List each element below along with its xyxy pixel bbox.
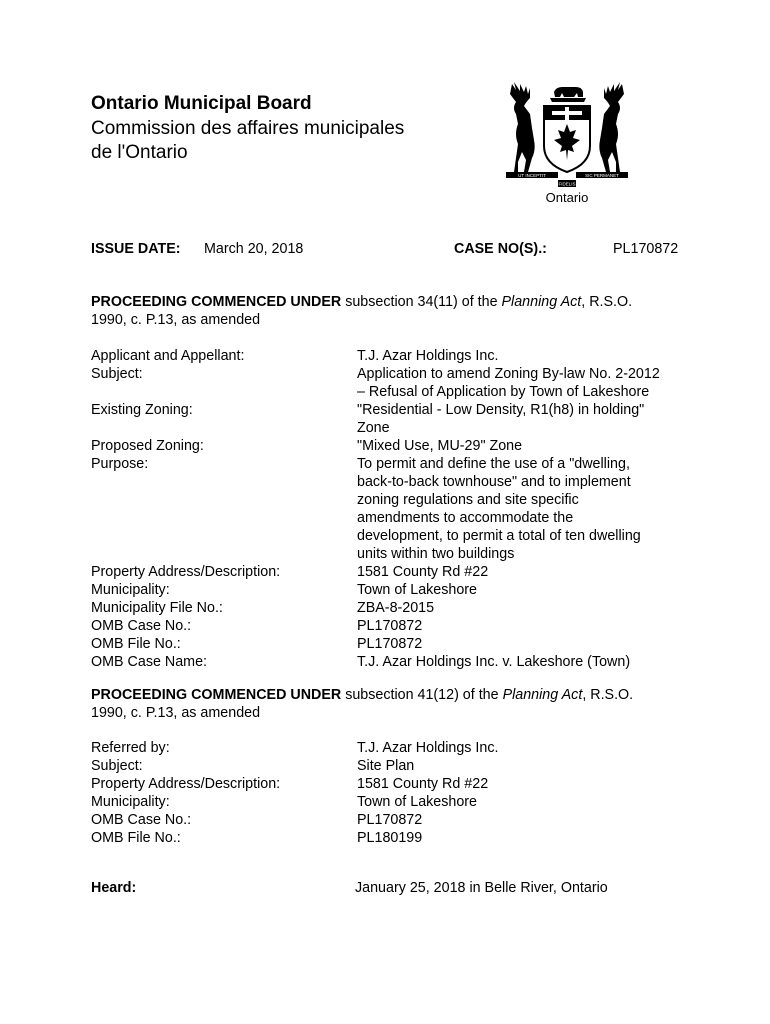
value-municipality-2: Town of Lakeshore: [357, 794, 478, 810]
value-purpose-l2: back-to-back townhouse" and to implement: [357, 474, 631, 490]
value-omb-case-no: PL170872: [357, 618, 423, 634]
heard-label: Heard:: [91, 880, 137, 896]
board-name-fr-line2: de l'Ontario: [91, 142, 188, 163]
label-municipality-2: Municipality:: [91, 794, 170, 810]
proceeding1-heading: [91, 293, 632, 311]
label-proposed-zoning: Proposed Zoning:: [91, 438, 204, 454]
value-purpose-l5: development, to permit a total of ten dwelling: [357, 528, 641, 544]
proceeding2-heading: [91, 686, 633, 704]
proceeding1-values: [357, 347, 660, 671]
proceeding2-heading-bold: PROCEEDING COMMENCED UNDER: [91, 687, 342, 703]
label-omb-file-no-2: OMB File No.:: [91, 830, 181, 846]
label-omb-case-name: OMB Case Name:: [91, 654, 207, 670]
label-existing-zoning: Existing Zoning:: [91, 402, 193, 418]
proceeding1-heading-tail: , R.S.O.: [581, 294, 633, 310]
label-omb-case-no: OMB Case No.:: [91, 618, 192, 634]
value-referred-by: T.J. Azar Holdings Inc.: [357, 740, 499, 756]
value-existing-zoning-l2: Zone: [357, 420, 390, 436]
value-municipality-file: ZBA-8-2015: [357, 600, 435, 616]
value-omb-file-no-2: PL180199: [357, 830, 423, 846]
board-name-en: Ontario Municipal Board: [91, 93, 312, 114]
value-subject-2: Site Plan: [357, 758, 415, 774]
value-property: 1581 County Rd #22: [357, 564, 489, 580]
proceeding1-labels: [91, 347, 280, 671]
ontario-wordmark: Ontario: [545, 190, 589, 205]
label-omb-case-no-2: OMB Case No.:: [91, 812, 192, 828]
value-proposed-zoning: "Mixed Use, MU-29" Zone: [357, 438, 523, 454]
issue-date-label: ISSUE DATE:: [91, 241, 181, 257]
case-no-label: CASE NO(S).:: [454, 241, 547, 257]
value-subject-l2: – Refusal of Application by Town of Lakeshore: [357, 384, 650, 400]
shield-icon: [544, 106, 590, 172]
label-subject: Subject:: [91, 366, 143, 382]
proceeding2-values: [357, 739, 498, 847]
value-omb-case-name: T.J. Azar Holdings Inc. v. Lakeshore (Town): [357, 654, 631, 670]
value-existing-zoning-l1: "Residential - Low Density, R1(h8) in holding": [357, 402, 645, 418]
value-municipality: Town of Lakeshore: [357, 582, 478, 598]
label-property: Property Address/Description:: [91, 564, 281, 580]
board-name-fr-line1: Commission des affaires municipales: [91, 118, 405, 139]
value-property-2: 1581 County Rd #22: [357, 776, 489, 792]
label-omb-file-no: OMB File No.:: [91, 636, 181, 652]
proceeding2-labels: [91, 739, 280, 847]
bear-icon: [550, 87, 586, 102]
label-referred-by: Referred by:: [91, 740, 170, 756]
proceeding2-heading-line2: 1990, c. P.13, as amended: [91, 705, 261, 721]
proceeding1-heading-act: Planning Act: [501, 294, 582, 310]
value-applicant: T.J. Azar Holdings Inc.: [357, 348, 499, 364]
label-applicant: Applicant and Appellant:: [91, 348, 245, 364]
proceeding2-heading-act: Planning Act: [502, 687, 583, 703]
issue-date-value: March 20, 2018: [204, 241, 304, 257]
label-municipality-file: Municipality File No.:: [91, 600, 223, 616]
moose-icon: [510, 82, 535, 172]
value-omb-file-no: PL170872: [357, 636, 423, 652]
motto-left: UT INCEPTIT: [518, 173, 546, 178]
label-property-2: Property Address/Description:: [91, 776, 281, 792]
ontario-coat-of-arms-logo: [504, 80, 630, 205]
motto-center: FIDELIS: [558, 181, 576, 187]
label-subject-2: Subject:: [91, 758, 143, 774]
case-no-value: PL170872: [613, 241, 679, 257]
proceeding1-heading-text: subsection 34(11) of the: [341, 294, 502, 310]
label-municipality: Municipality:: [91, 582, 170, 598]
value-purpose-l1: To permit and define the use of a "dwelling,: [357, 456, 630, 472]
proceeding1-heading-bold: PROCEEDING COMMENCED UNDER: [91, 294, 342, 310]
value-purpose-l4: amendments to accommodate the: [357, 510, 574, 526]
value-omb-case-no-2: PL170872: [357, 812, 423, 828]
value-purpose-l3: zoning regulations and site specific: [357, 492, 579, 508]
deer-icon: [599, 82, 624, 172]
heard-value: January 25, 2018 in Belle River, Ontario: [355, 880, 608, 896]
label-purpose: Purpose:: [91, 456, 149, 472]
proceeding2-heading-text: subsection 41(12) of the: [341, 687, 503, 703]
value-purpose-l6: units within two buildings: [357, 546, 515, 562]
proceeding1-heading-line2: 1990, c. P.13, as amended: [91, 312, 261, 328]
motto-right: SIC PERMANET: [585, 173, 619, 178]
value-subject-l1: Application to amend Zoning By-law No. 2-2012: [357, 366, 660, 382]
proceeding2-heading-tail: , R.S.O.: [582, 687, 634, 703]
